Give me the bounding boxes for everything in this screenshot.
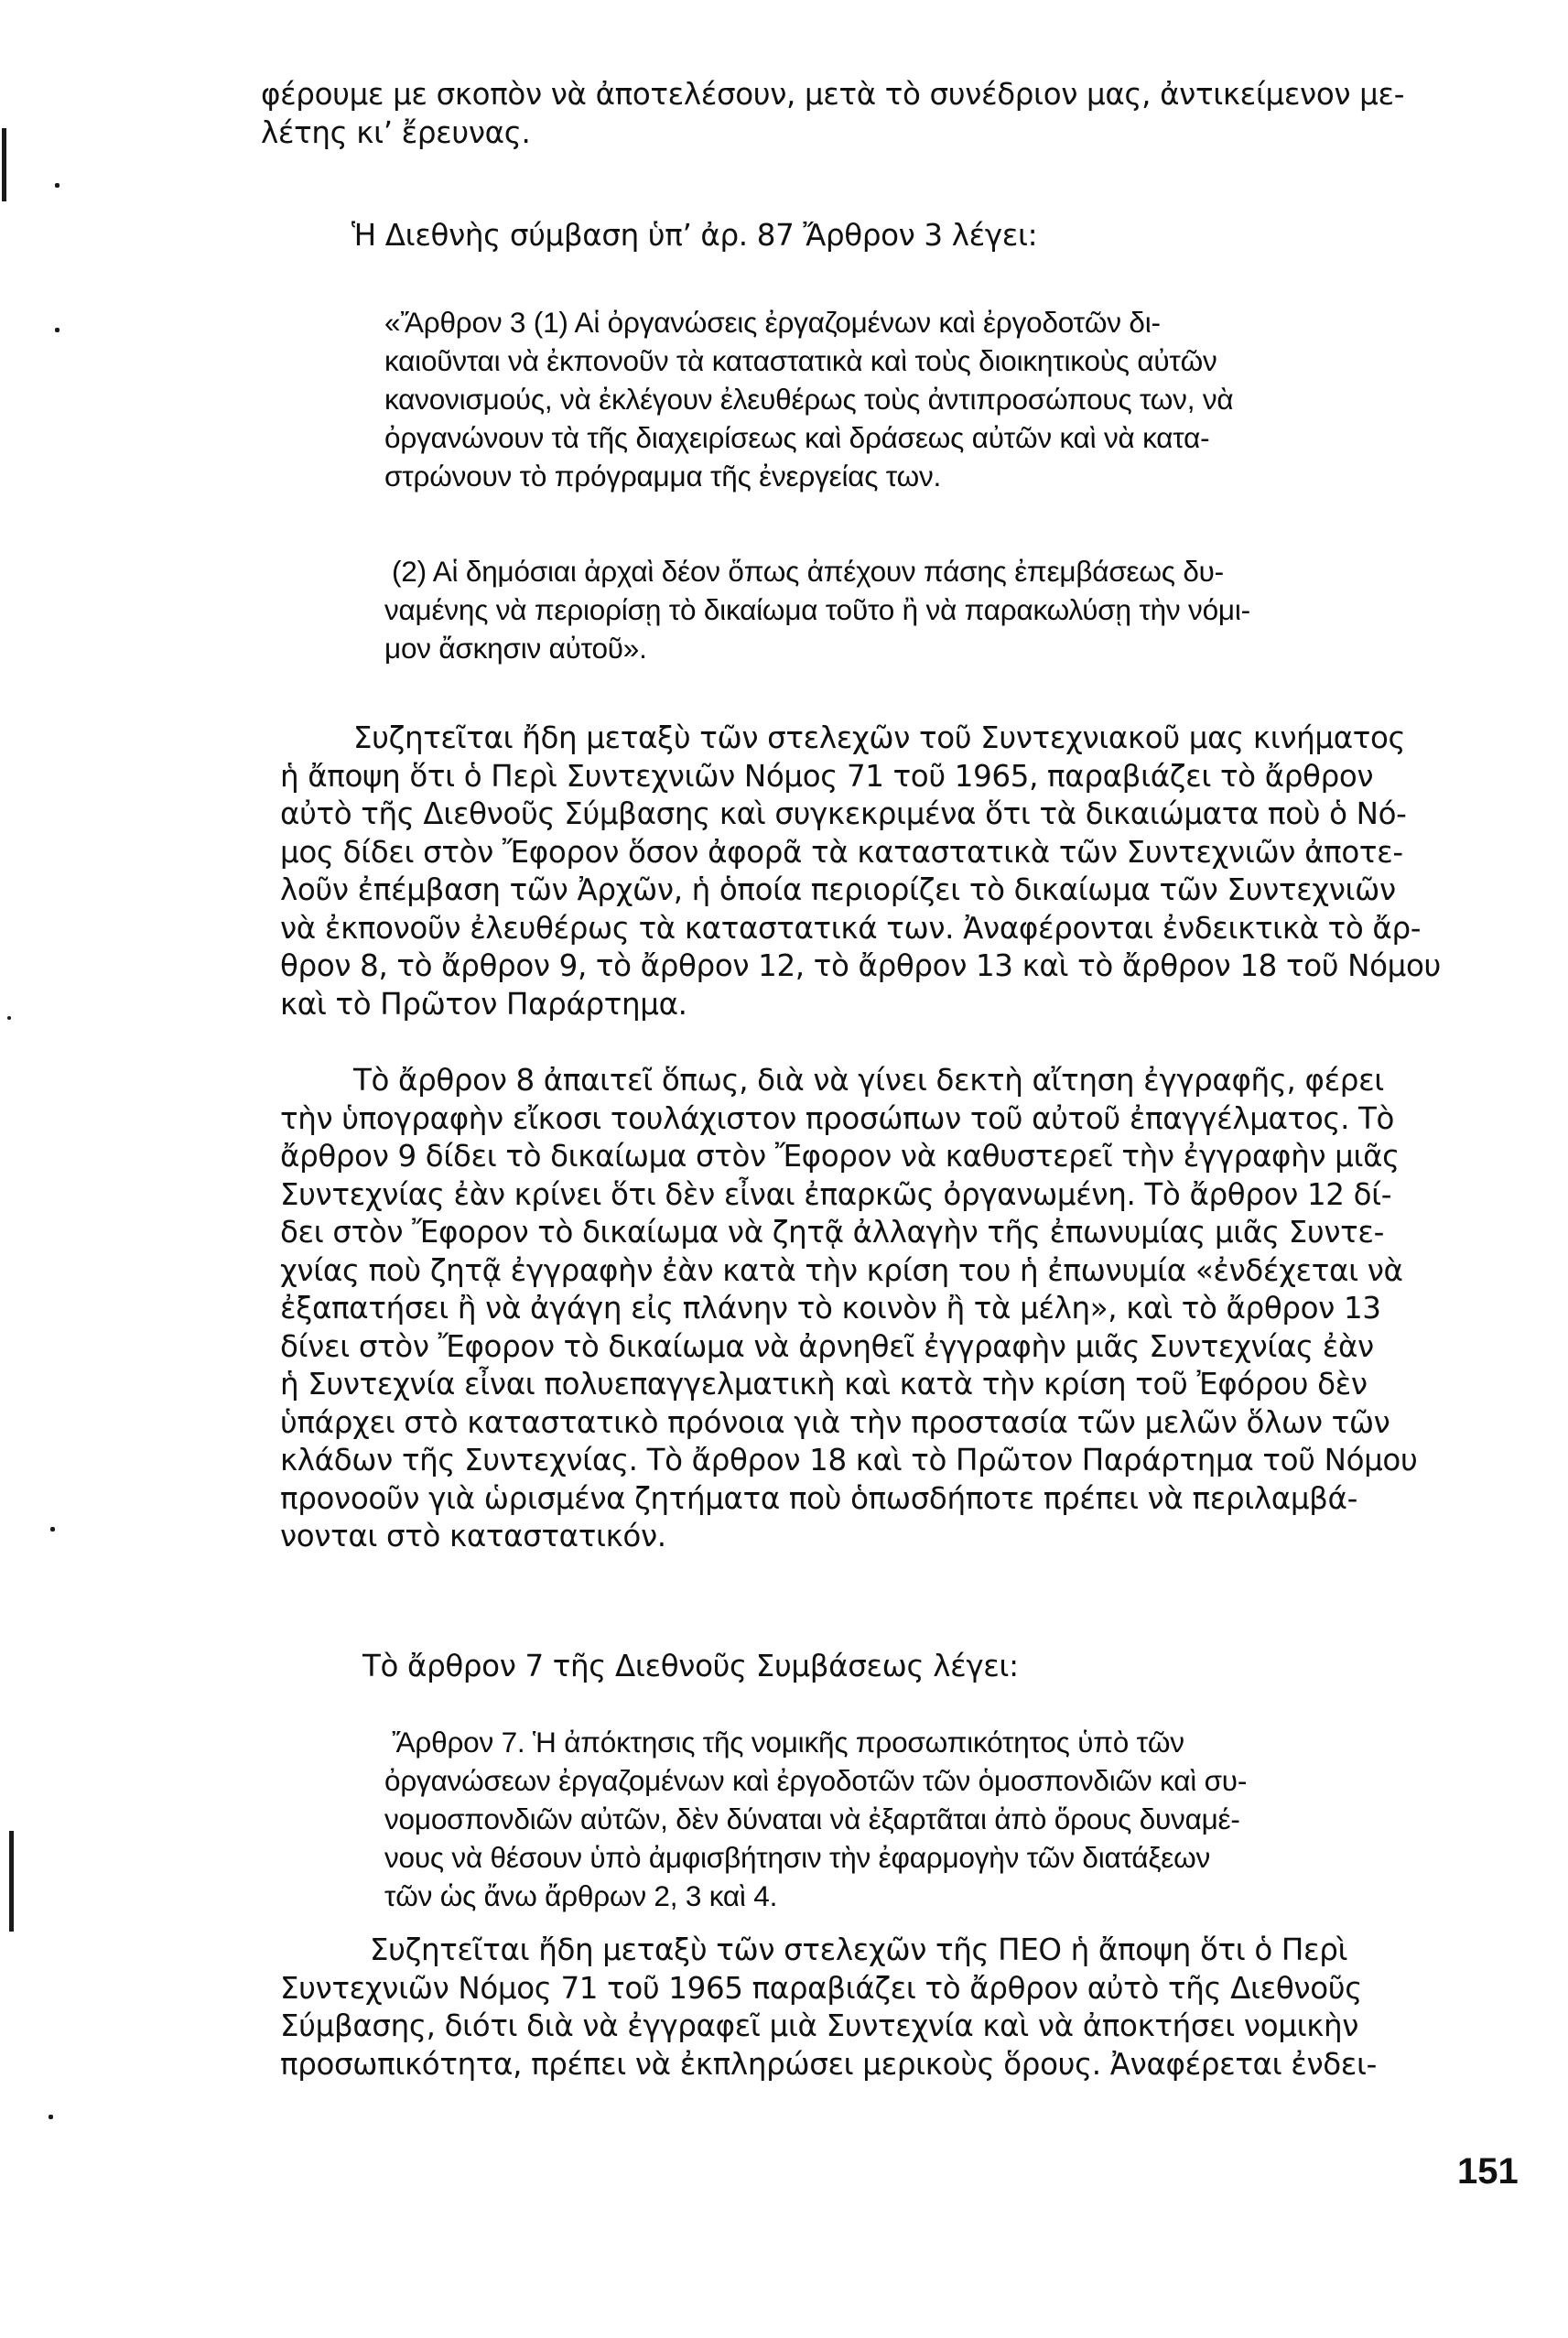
article-7-intro (362, 1648, 1543, 1686)
quote-article-3-1 (384, 303, 1540, 495)
text-line: ἡ ἄποψη ὅτι ὁ Περὶ Συντεχνιῶν Νόμος 71 τοῦ 1965, παραβιάζει τὸ ἄρθρον (280, 758, 1374, 794)
scan-edge-mark (50, 1527, 55, 1532)
text-line: θρον 8, τὸ ἄρθρον 9, τὸ ἄρθρον 12, τὸ ἄρθρον 13 καὶ τὸ ἄρθρον 18 τοῦ Νόμου (280, 948, 1441, 983)
text-line: ὀργανώνουν τὰ τῆς διαχειρίσεως καὶ δράσεως αὐτῶν καὶ νὰ κατα- (384, 421, 1210, 454)
text-line: καὶ τὸ Πρῶτον Παράρτημα. (280, 986, 687, 1022)
text-line: φέρουμε με σκοπὸν νὰ ἀποτελέσουν, μετὰ τὸ συνέδριον μας, ἀντικείμενον με- (261, 77, 1405, 112)
text-line: ὀργανώσεων ἐργαζομένων καὶ ἐργοδοτῶν τῶν ὁμοσπονδιῶν καὶ συ- (384, 1764, 1248, 1797)
text-line: Σύμβασης, διότι διὰ νὰ ἐγγραφεῖ μιὰ Συντεχνία καὶ νὰ ἀποκτήσει νομικὴν (280, 2008, 1359, 2043)
text-line: προσωπικότητα, πρέπει νὰ ἐκπληρώσει μερικοὺς ὅρους. Ἀναφέρεται ἐνδει- (280, 2046, 1378, 2082)
text-line: Τὸ ἄρθρον 8 ἀπαιτεῖ ὅπως, διὰ νὰ γίνει δεκτὴ αἴτηση ἐγγραφῆς, φέρει (353, 1063, 1384, 1098)
quote-article-7 (384, 1723, 1540, 1915)
scan-edge-mark (7, 1016, 11, 1020)
text-line: μος δίδει στὸν Ἔφορον ὅσον ἀφορᾶ τὰ καταστατικὰ τῶν Συντεχνιῶν ἀποτε- (280, 834, 1403, 870)
text-line: Συζητεῖται ἤδη μεταξὺ τῶν στελεχῶν τοῦ Συντεχνιακοῦ μας κινήματος (353, 720, 1406, 755)
convention-intro (351, 217, 1541, 255)
quote-article-3-2 (384, 552, 1540, 667)
text-line: τὴν ὑπογραφὴν εἴκοσι τουλάχιστον προσώπων τοῦ αὐτοῦ ἐπαγγέλματος. Τὸ (280, 1100, 1395, 1136)
text-line: ἐξαπατήσει ἢ νὰ ἀγάγη εἰς πλάνην τὸ κοινὸν ἢ τὰ μέλη», καὶ τὸ ἄρθρον 13 (280, 1291, 1381, 1326)
scan-edge-mark (55, 183, 59, 188)
text-line: ὑπάρχει στὸ καταστατικὸ πρόνοια γιὰ τὴν προστασία τῶν μελῶν ὅλων τῶν (280, 1404, 1390, 1440)
scan-edge-mark (49, 2115, 53, 2119)
paragraph-articles (280, 1062, 1540, 1556)
text-line: ἄρθρον 9 δίδει τὸ δικαίωμα στὸν Ἔφορον νὰ καθυστερεῖ τὴν ἐγγραφὴν μιᾶς (280, 1139, 1400, 1174)
text-line: Συζητεῖται ἤδη μεταξὺ τῶν στελεχῶν τῆς ΠΕΟ ἡ ἄποψη ὅτι ὁ Περὶ (370, 1932, 1348, 1967)
paragraph-continued (261, 76, 1538, 152)
text-line: ναμένης νὰ περιορίσῃ τὸ δικαίωμα τοῦτο ἢ νὰ παρακωλύσῃ τὴν νόμι- (384, 593, 1250, 626)
text-line: κανονισμούς, νὰ ἐκλέγουν ἐλευθέρως τοὺς ἀντιπροσώπους των, νὰ (384, 383, 1234, 416)
text-line: μον ἄσκησιν αὐτοῦ». (384, 632, 647, 665)
text-line: νομοσπονδιῶν αὐτῶν, δὲν δύναται νὰ ἐξαρτᾶται ἀπὸ ὅρους δυναμέ- (384, 1802, 1240, 1835)
paragraph-peo (280, 1932, 1540, 2084)
text-line: (2) Αἱ δημόσιαι ἀρχαὶ δέον ὅπως ἀπέχουν πάσης ἐπεμβάσεως δυ- (392, 555, 1224, 588)
text-line: Συντεχνιῶν Νόμος 71 τοῦ 1965 παραβιάζει τὸ ἄρθρον αὐτὸ τῆς Διεθνοῦς (280, 1970, 1362, 2006)
text-line: δίνει στὸν Ἔφορον τὸ δικαίωμα νὰ ἀρνηθεῖ ἐγγραφὴν μιᾶς Συντεχνίας ἐὰν (280, 1328, 1374, 1364)
text-line: νὰ ἐκπονοῦν ἐλευθέρως τὰ καταστατικά των. Ἀναφέρονται ἐνδεικτικὰ τὸ ἄρ- (280, 910, 1422, 946)
paragraph-discussion (280, 720, 1540, 1023)
scan-edge-mark (2, 128, 6, 201)
text-line: χνίας ποὺ ζητᾷ ἐγγραφὴν ἐὰν κατὰ τὴν κρίση του ἡ ἐπωνυμία «ἐνδέχεται νὰ (280, 1252, 1403, 1288)
text-line: Τὸ ἄρθρον 7 τῆς Διεθνοῦς Συμβάσεως λέγει: (362, 1649, 1019, 1683)
text-line: Συντεχνίας ἐὰν κρίνει ὅτι δὲν εἶναι ἐπαρκῶς ὀργανωμένη. Τὸ ἄρθρον 12 δί- (280, 1176, 1392, 1212)
page-number: 151 (1457, 2151, 1519, 2192)
text-line: κλάδων τῆς Συντεχνίας. Τὸ ἄρθρον 18 καὶ τὸ Πρῶτον Παράρτημα τοῦ Νόμου (280, 1443, 1418, 1477)
text-line: ἡ Συντεχνία εἶναι πολυεπαγγελματικὴ καὶ κατὰ τὴν κρίση τοῦ Ἐφόρου δὲν (280, 1367, 1368, 1402)
text-line: νονται στὸ καταστατικόν. (280, 1519, 666, 1553)
scan-edge-mark (55, 328, 59, 332)
text-line: καιοῦνται νὰ ἐκπονοῦν τὰ καταστατικὰ καὶ τοὺς διοικητικοὺς αὐτῶν (384, 344, 1217, 377)
text-line: «Ἄρθρον 3 (1) Αἱ ὀργανώσεις ἐργαζομένων καὶ ἐργοδοτῶν δι- (384, 306, 1161, 339)
text-line: νους νὰ θέσουν ὑπὸ ἀμφισβήτησιν τὴν ἐφαρμογὴν τῶν διατάξεων (384, 1841, 1211, 1874)
scan-edge-mark (9, 1831, 14, 1932)
text-line: στρώνουν τὸ πρόγραμμα τῆς ἐνεργείας των. (384, 460, 942, 492)
text-line: δει στὸν Ἔφορον τὸ δικαίωμα νὰ ζητᾷ ἀλλαγὴν τῆς ἐπωνυμίας μιᾶς Συντε- (280, 1215, 1384, 1250)
text-line: Ἡ Διεθνὴς σύμβαση ὑπ’ ἀρ. 87 Ἄρθρον 3 λέγει: (351, 218, 1038, 253)
text-line: τῶν ὡς ἄνω ἄρθρων 2, 3 καὶ 4. (384, 1879, 778, 1912)
text-line: προνοοῦν γιὰ ὡρισμένα ζητήματα ποὺ ὁπωσδήποτε πρέπει νὰ περιλαμβά- (280, 1480, 1358, 1516)
text-line: αὐτὸ τῆς Διεθνοῦς Σύμβασης καὶ συγκεκριμένα ὅτι τὰ δικαιώματα ποὺ ὁ Νό- (280, 796, 1407, 831)
text-line: Ἄρθρον 7. Ἡ ἀπόκτησις τῆς νομικῆς προσωπικότητος ὑπὸ τῶν (392, 1726, 1184, 1759)
text-line: λέτης κι’ ἔρευνας. (261, 114, 531, 150)
text-line: λοῦν ἐπέμβαση τῶν Ἀρχῶν, ἡ ὁποία περιορίζει τὸ δικαίωμα τῶν Συντεχνιῶν (280, 872, 1396, 907)
